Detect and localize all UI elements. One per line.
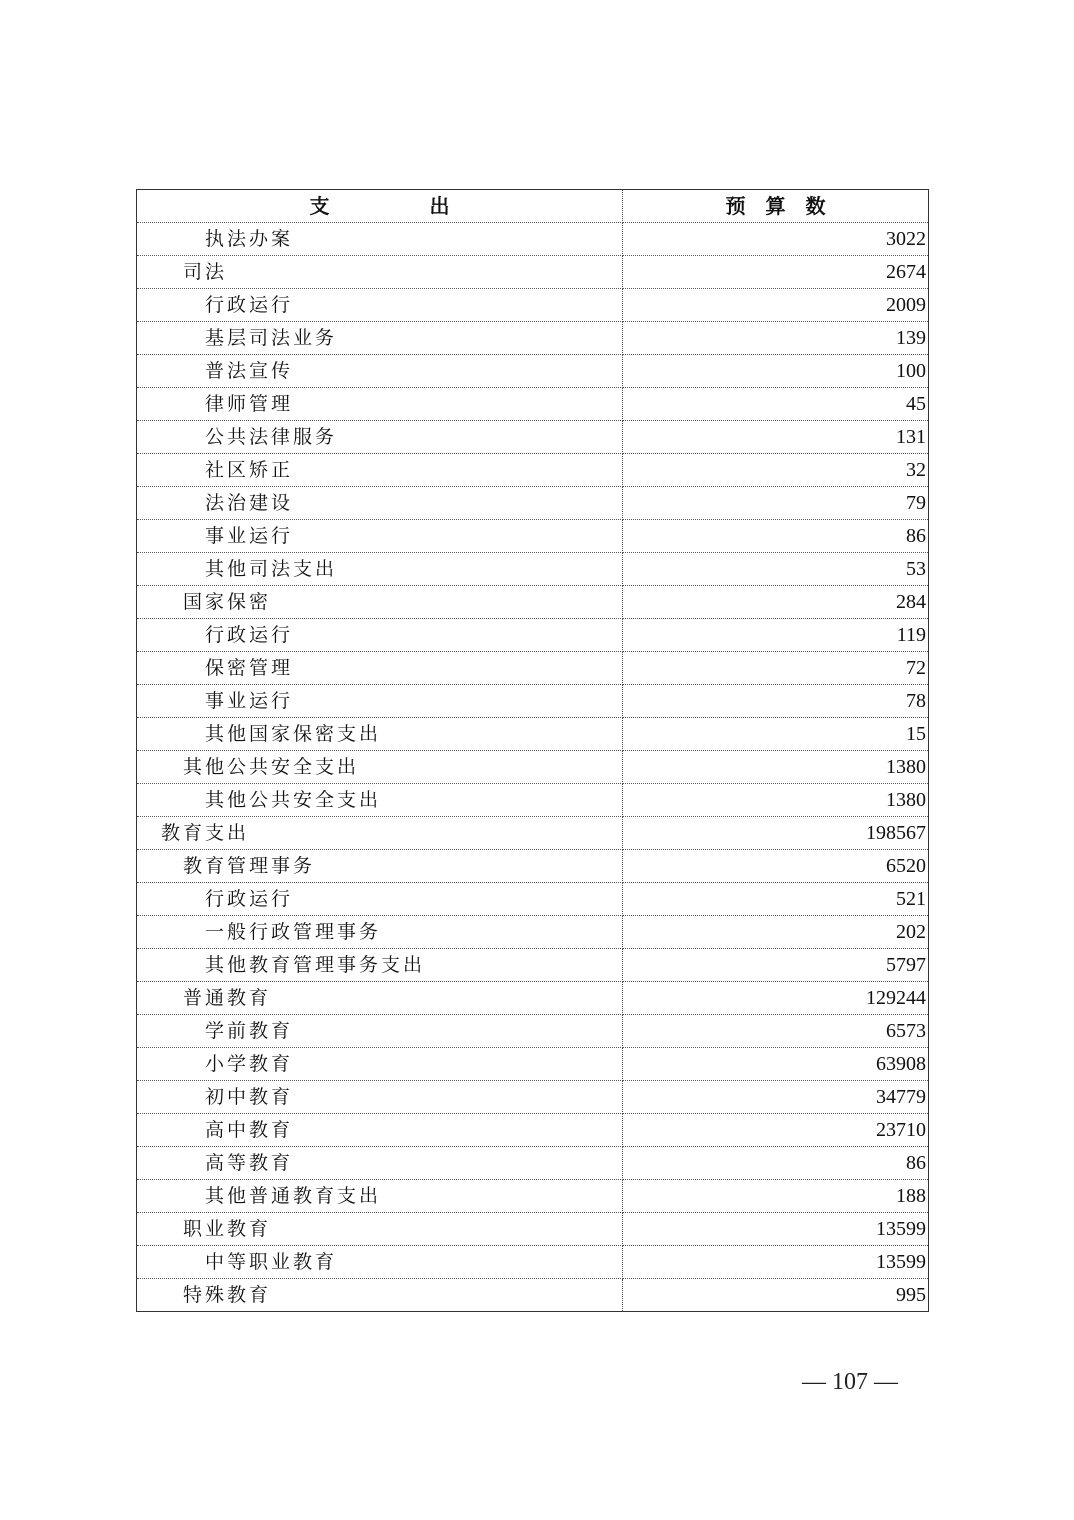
row-item-value: 521: [623, 883, 929, 916]
table-row: [137, 289, 929, 322]
table-row: [137, 487, 929, 520]
table-row: [137, 949, 929, 982]
row-item-value: 6520: [623, 850, 929, 883]
row-item-value: 2674: [623, 256, 929, 289]
row-item-name: 国家保密: [137, 586, 623, 619]
row-item-name: 公共法律服务: [137, 421, 623, 454]
row-item-name: 行政运行: [137, 883, 623, 916]
table-row: [137, 322, 929, 355]
row-item-value: 78: [623, 685, 929, 718]
header-budget: 预 算 数: [623, 190, 929, 223]
table-row: [137, 718, 929, 751]
table-row: [137, 883, 929, 916]
row-item-value: 63908: [623, 1048, 929, 1081]
table-row: [137, 256, 929, 289]
row-item-value: 119: [623, 619, 929, 652]
table-row: [137, 355, 929, 388]
table-row: [137, 850, 929, 883]
table-row: [137, 553, 929, 586]
row-item-value: 15: [623, 718, 929, 751]
row-item-value: 131: [623, 421, 929, 454]
row-item-name: 普法宣传: [137, 355, 623, 388]
table-row: [137, 520, 929, 553]
row-item-name: 其他国家保密支出: [137, 718, 623, 751]
table-row: [137, 751, 929, 784]
table-row: [137, 817, 929, 850]
table-body: [137, 223, 929, 1312]
row-item-value: 13599: [623, 1246, 929, 1279]
table-row: [137, 652, 929, 685]
table-row: [137, 388, 929, 421]
row-item-value: 284: [623, 586, 929, 619]
row-item-name: 其他教育管理事务支出: [137, 949, 623, 982]
table-row: [137, 1246, 929, 1279]
row-item-name: 教育支出: [137, 817, 623, 850]
row-item-name: 保密管理: [137, 652, 623, 685]
row-item-value: 53: [623, 553, 929, 586]
row-item-value: 1380: [623, 784, 929, 817]
row-item-name: 初中教育: [137, 1081, 623, 1114]
table-row: [137, 784, 929, 817]
table-row: [137, 1015, 929, 1048]
row-item-value: 3022: [623, 223, 929, 256]
table-row: [137, 421, 929, 454]
row-item-name: 小学教育: [137, 1048, 623, 1081]
table-header-row: [137, 190, 929, 223]
table-row: [137, 586, 929, 619]
row-item-value: 2009: [623, 289, 929, 322]
row-item-name: 教育管理事务: [137, 850, 623, 883]
row-item-value: 86: [623, 1147, 929, 1180]
row-item-name: 高中教育: [137, 1114, 623, 1147]
row-item-name: 法治建设: [137, 487, 623, 520]
row-item-value: 72: [623, 652, 929, 685]
table-row: [137, 916, 929, 949]
row-item-name: 司法: [137, 256, 623, 289]
table-row: [137, 454, 929, 487]
row-item-name: 职业教育: [137, 1213, 623, 1246]
row-item-name: 其他普通教育支出: [137, 1180, 623, 1213]
row-item-name: 执法办案: [137, 223, 623, 256]
row-item-name: 行政运行: [137, 619, 623, 652]
row-item-name: 中等职业教育: [137, 1246, 623, 1279]
table-row: [137, 1147, 929, 1180]
row-item-value: 6573: [623, 1015, 929, 1048]
row-item-value: 188: [623, 1180, 929, 1213]
budget-table: [136, 189, 929, 1312]
table-row: [137, 685, 929, 718]
table-row: [137, 1213, 929, 1246]
row-item-value: 139: [623, 322, 929, 355]
row-item-value: 100: [623, 355, 929, 388]
page-number: — 107 —: [802, 1369, 898, 1395]
row-item-name: 学前教育: [137, 1015, 623, 1048]
row-item-value: 198567: [623, 817, 929, 850]
row-item-name: 高等教育: [137, 1147, 623, 1180]
row-item-name: 特殊教育: [137, 1279, 623, 1312]
table-row: [137, 1048, 929, 1081]
row-item-value: 86: [623, 520, 929, 553]
row-item-name: 一般行政管理事务: [137, 916, 623, 949]
table-row: [137, 1081, 929, 1114]
row-item-value: 995: [896, 1284, 926, 1306]
table-row: [137, 223, 929, 256]
row-item-value: 5797: [623, 949, 929, 982]
row-item-name: 其他公共安全支出: [137, 784, 623, 817]
row-item-value: 32: [623, 454, 929, 487]
row-item-value: 34779: [623, 1081, 929, 1114]
row-item-value: 1380: [623, 751, 929, 784]
row-item-value: 23710: [623, 1114, 929, 1147]
row-item-name: 基层司法业务: [137, 322, 623, 355]
table-row: [137, 1279, 929, 1312]
table-row: [137, 1114, 929, 1147]
table-row: [137, 619, 929, 652]
row-item-name: 社区矫正: [137, 454, 623, 487]
row-item-name: 行政运行: [137, 289, 623, 322]
table-row: [137, 1180, 929, 1213]
budget-table-container: [136, 189, 928, 1312]
row-item-name: 其他公共安全支出: [137, 751, 623, 784]
row-item-value: 13599: [623, 1213, 929, 1246]
row-item-name: 律师管理: [137, 388, 623, 421]
row-item-value: 202: [623, 916, 929, 949]
row-item-value: 129244: [623, 982, 929, 1015]
row-item-value: 79: [623, 487, 929, 520]
row-item-value: 45: [623, 388, 929, 421]
row-item-name: 事业运行: [137, 685, 623, 718]
row-item-name: 其他司法支出: [137, 553, 623, 586]
header-expense: 支 出: [137, 190, 623, 223]
table-row: [137, 982, 929, 1015]
row-item-name: 事业运行: [137, 520, 623, 553]
row-item-name: 普通教育: [137, 982, 623, 1015]
